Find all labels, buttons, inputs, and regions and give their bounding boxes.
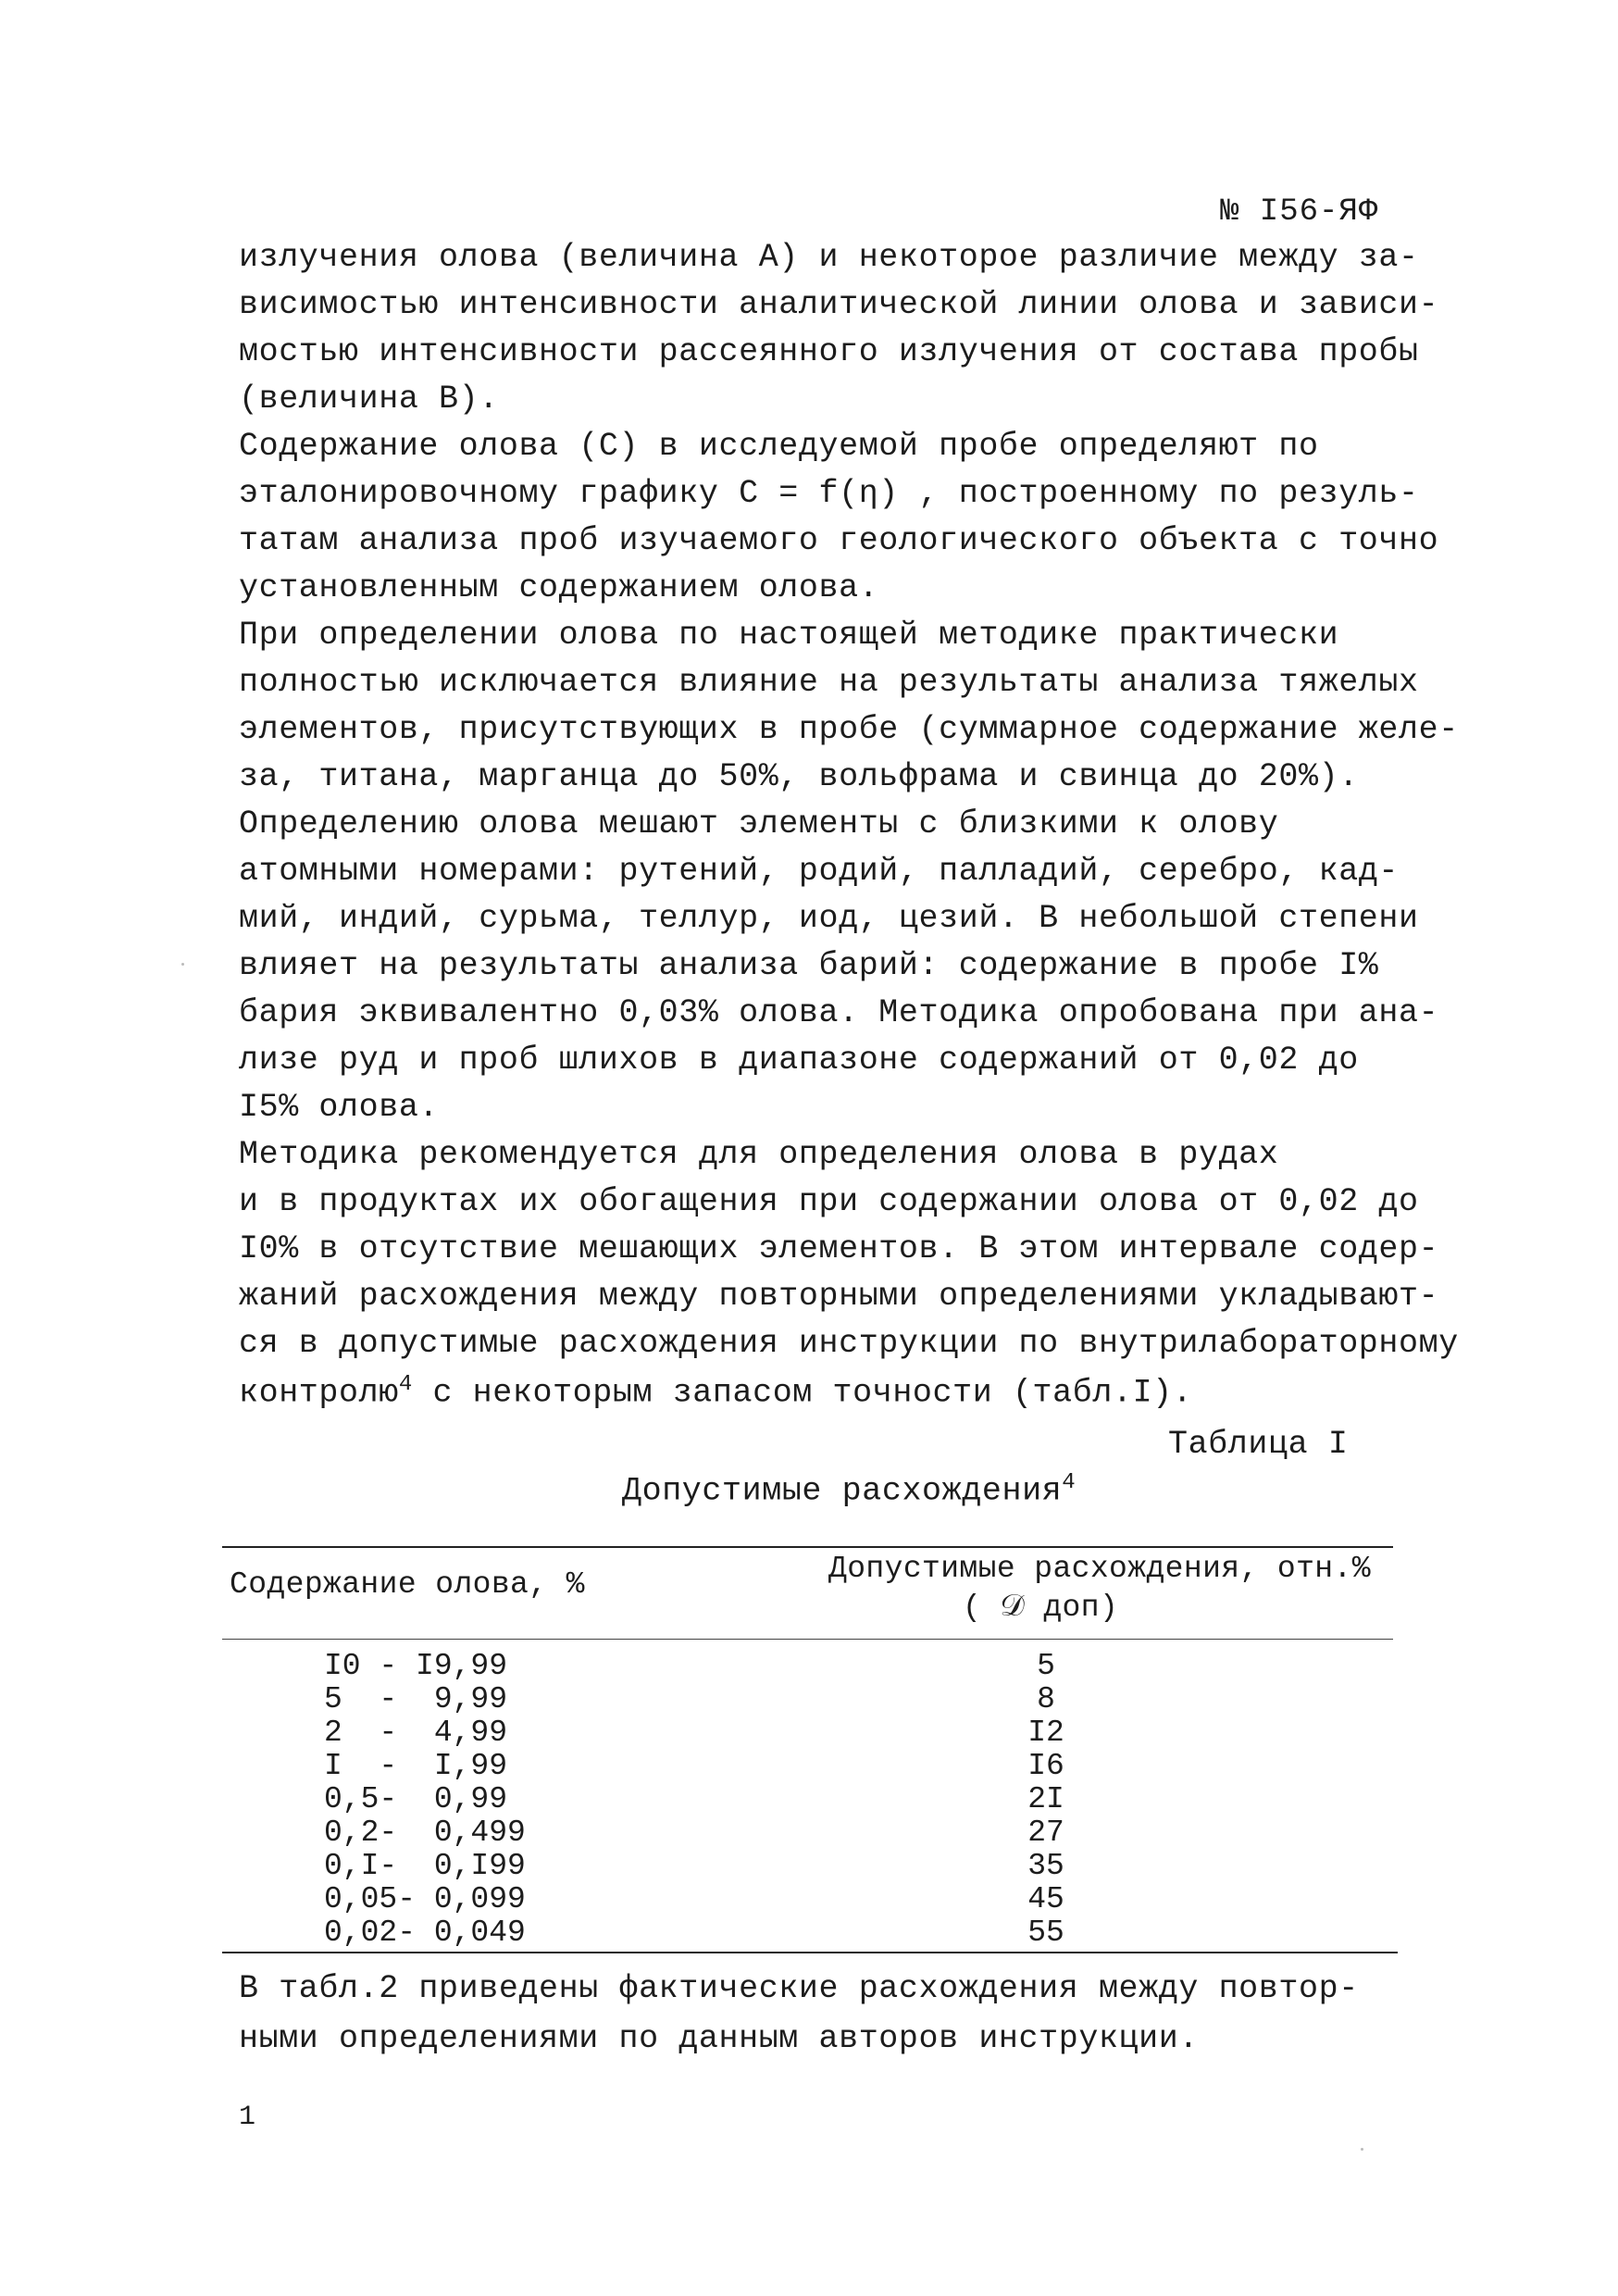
text-line: ными определениями по данным авторов инструкции. bbox=[239, 2020, 1199, 2057]
table-cell: I0 - I9,99 bbox=[324, 1649, 508, 1683]
column-header-tolerance-symbol: ( 𝒟 доп) bbox=[963, 1591, 1119, 1625]
text-line: В табл.2 приведены фактические расхождения между повтор- bbox=[239, 1970, 1359, 2007]
footnote-marker: 4 bbox=[398, 1372, 413, 1397]
text-line: висимостью интенсивности аналитической линии олова и зависи- bbox=[239, 286, 1439, 323]
table-cell: I6 bbox=[1027, 1749, 1064, 1783]
text-line: I5% олова. bbox=[239, 1089, 440, 1126]
text-line: мостью интенсивности рассеянного излучения от состава пробы bbox=[239, 333, 1419, 370]
table-cell: 0,05- 0,099 bbox=[324, 1882, 526, 1916]
page-mark: 1 bbox=[239, 2102, 256, 2133]
text-line: элементов, присутствующих в пробе (суммарное содержание желе- bbox=[239, 711, 1459, 748]
table-header-rule bbox=[222, 1639, 1393, 1640]
table-cell: 2 - 4,99 bbox=[324, 1716, 508, 1750]
text-line: влияет на результаты анализа барий: содержание в пробе I% bbox=[239, 947, 1379, 984]
table-cell: I2 bbox=[1027, 1716, 1064, 1750]
text-line: жаний расхождения между повторными определениями укладывают- bbox=[239, 1278, 1439, 1315]
text-fragment: контролю bbox=[239, 1374, 399, 1412]
tin-content-column bbox=[324, 1650, 602, 1950]
table-cell: 0,I- 0,I99 bbox=[324, 1849, 526, 1883]
tolerance-column bbox=[981, 1650, 1111, 1950]
footnote-marker: 4 bbox=[1062, 1470, 1077, 1495]
table-cell: 27 bbox=[1027, 1816, 1064, 1850]
text-line: Определению олова мешают элементы с близкими к олову bbox=[239, 805, 1279, 842]
table-cell: 35 bbox=[1027, 1849, 1064, 1883]
table-cell: 45 bbox=[1027, 1882, 1064, 1916]
scan-speck bbox=[181, 963, 184, 966]
text-line: за, титана, марганца до 50%, вольфрама и свинца до 20%). bbox=[239, 758, 1359, 795]
text-line: I0% в отсутствие мешающих элементов. В этом интервале содер- bbox=[239, 1230, 1439, 1267]
text-line: и в продуктах их обогащения при содержании олова от 0,02 до bbox=[239, 1183, 1419, 1220]
table-cell: 55 bbox=[1027, 1915, 1064, 1950]
column-header-tin-content: Содержание олова, % bbox=[230, 1567, 585, 1602]
table-title-text: Допустимые расхождения bbox=[622, 1472, 1063, 1510]
table-title bbox=[622, 1470, 1076, 1510]
table-cell: 2I bbox=[1027, 1782, 1064, 1816]
text-line: эталонировочному графику С = f(η) , построенному по резуль- bbox=[239, 475, 1419, 512]
column-header-tolerance: Допустимые расхождения, отн.% bbox=[828, 1552, 1371, 1586]
text-line: (величина В). bbox=[239, 381, 499, 418]
text-line: Содержание олова (С) в исследуемой пробе определяют по bbox=[239, 428, 1319, 465]
text-line: лизе руд и проб шлихов в диапазоне содержаний от 0,02 до bbox=[239, 1042, 1359, 1079]
text-line: татам анализа проб изучаемого геологического объекта с точно bbox=[239, 522, 1439, 559]
text-line: Методика рекомендуется для определения олова в рудах bbox=[239, 1136, 1279, 1173]
text-line: установленным содержанием олова. bbox=[239, 569, 879, 606]
text-line: излучения олова (величина А) и некоторое различие между за- bbox=[239, 239, 1419, 276]
text-fragment: с некоторым запасом точности (табл.I). bbox=[412, 1374, 1193, 1412]
scan-speck bbox=[1361, 2148, 1363, 2151]
table-cell: 0,02- 0,049 bbox=[324, 1915, 526, 1950]
table-top-rule bbox=[222, 1546, 1393, 1548]
text-line: При определении олова по настоящей методике практически bbox=[239, 617, 1339, 654]
text-line: атомными номерами: рутений, родий, палладий, серебро, кад- bbox=[239, 853, 1399, 890]
table-label: Таблица I bbox=[1168, 1426, 1349, 1463]
table-cell: I - I,99 bbox=[324, 1749, 508, 1783]
table-cell: 5 bbox=[1037, 1649, 1055, 1683]
table-cell: 8 bbox=[1037, 1682, 1055, 1716]
text-line: ся в допустимые расхождения инструкции по внутрилабораторному bbox=[239, 1325, 1459, 1362]
text-line: полностью исключается влияние на результаты анализа тяжелых bbox=[239, 664, 1419, 701]
table-cell: 0,2- 0,499 bbox=[324, 1816, 526, 1850]
text-line: мий, индий, сурьма, теллур, иод, цезий. В небольшой степени bbox=[239, 900, 1419, 937]
table-bottom-rule bbox=[222, 1952, 1398, 1953]
table-cell: 0,5- 0,99 bbox=[324, 1782, 508, 1816]
document-number: № I56-ЯФ bbox=[1220, 194, 1379, 230]
text-line-with-footnote bbox=[239, 1372, 1192, 1412]
table-cell: 5 - 9,99 bbox=[324, 1682, 508, 1716]
text-line: бария эквивалентно 0,03% олова. Методика опробована при ана- bbox=[239, 994, 1439, 1031]
